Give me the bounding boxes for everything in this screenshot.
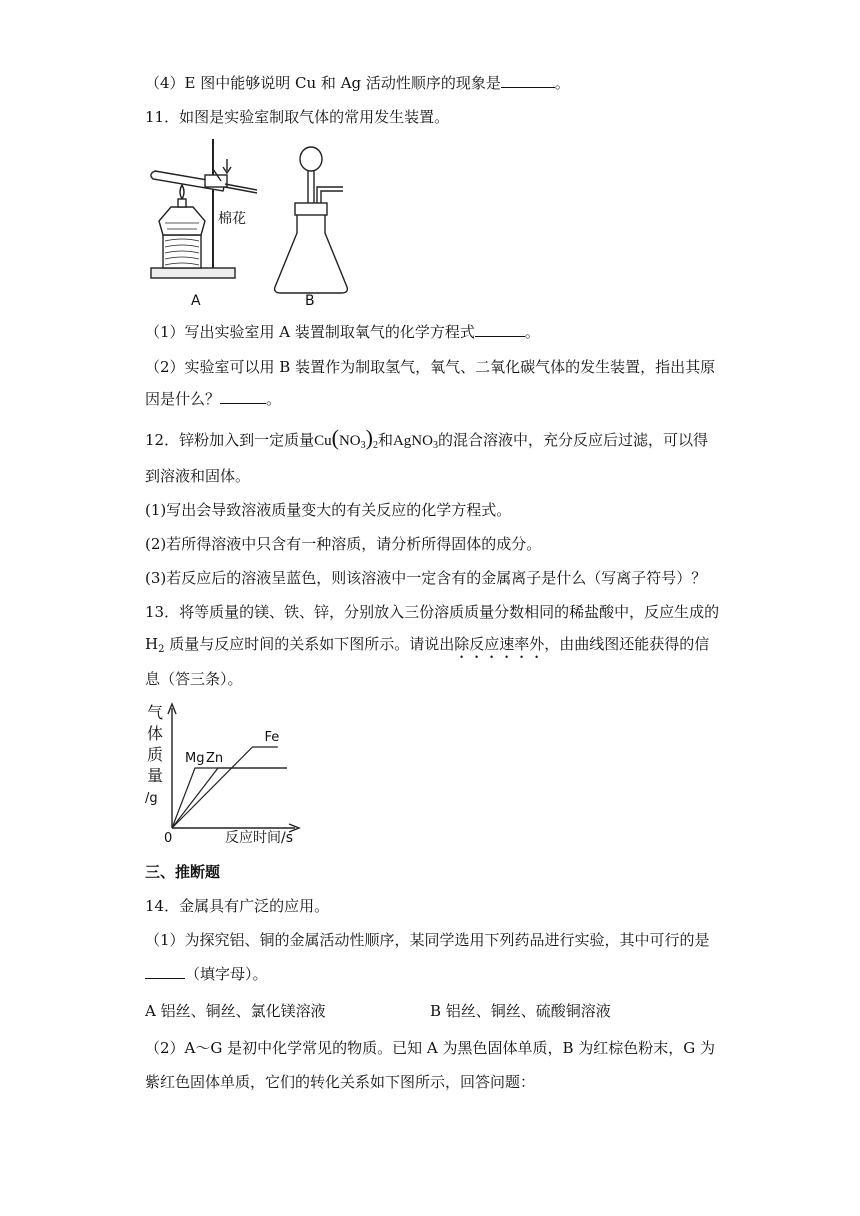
y-axis-label-char: 体	[147, 724, 164, 743]
q13-line2-text-b: ，由曲线图还能获得的信	[544, 635, 710, 653]
x-axis-label: 反应时间/s	[225, 830, 294, 845]
formula-agno: AgNO	[392, 433, 433, 449]
q11-part2-line1: （2）实验室可以用 B 装置作为制取氢气，氧气、二氧化碳气体的发生装置，指出其原	[145, 358, 716, 376]
q14-part1-hint: （填字母）。	[185, 965, 268, 983]
q12-stem-line2: 到溶液和固体。	[145, 467, 251, 485]
apparatus-a	[151, 139, 257, 278]
formula-cu: Cu	[314, 433, 332, 449]
q14-part2-line1: （2）A～G 是初中化学常见的物质。已知 A 为黑色固体单质，B 为红棕色粉末，G 为	[145, 1039, 716, 1057]
q12-stem-text-b: 的混合溶液中，充分反应后过滤，可以得	[437, 431, 708, 449]
q10-part4-suffix: 。	[554, 74, 570, 92]
q14-stem: 14．金属具有广泛的应用。	[145, 897, 330, 915]
answer-blank[interactable]	[475, 322, 525, 337]
q10-part4-text: （4）E 图中能够说明 Cu 和 Ag 活动性顺序的现象是	[145, 74, 501, 92]
q14-part2-line2: 紫红色固体单质，它们的转化关系如下图所示，回答问题：	[145, 1073, 536, 1091]
series-label-mg: Mg	[185, 751, 205, 766]
q12-part1: (1)写出会导致溶液质量变大的有关反应的化学方程式。	[145, 501, 512, 519]
formula-h-sub: 2	[158, 644, 165, 655]
q13-line2	[145, 634, 709, 662]
q11-part2-line2	[145, 389, 281, 409]
formula-sub-2: 2	[372, 440, 378, 451]
q13-line2-text: 质量与反应时间的关系如下图所示。请说出	[164, 635, 455, 653]
formula-cu-no3-2: $Cu(NO_3)_2$	[314, 425, 378, 451]
q13-line1: 13．将等质量的镁、铁、锌，分别放入三份溶质质量分数相同的稀盐酸中，反应生成的	[145, 603, 720, 621]
q11-part1-text: （1）写出实验室用 A 装置制取氧气的化学方程式	[145, 323, 475, 341]
apparatus-b	[275, 147, 348, 293]
figure-b-label: B	[305, 293, 315, 307]
option-b: B 铝丝、铜丝、硫酸铜溶液	[430, 1002, 611, 1020]
q12-part2: (2)若所得溶液中只含有一种溶质，请分析所得固体的成分。	[145, 535, 542, 553]
series-label-fe: Fe	[264, 730, 280, 745]
formula-sub-3: 3	[360, 440, 366, 451]
q12-stem-text: 12．锌粉加入到一定质量	[145, 431, 315, 449]
section-title: 三、推断题	[145, 863, 221, 881]
answer-blank[interactable]	[220, 389, 266, 404]
formula-h: H	[145, 635, 159, 653]
series-line-mg	[172, 768, 287, 828]
answer-blank[interactable]	[501, 73, 555, 88]
y-axis-label	[145, 703, 163, 806]
q11-part1	[145, 322, 540, 342]
formula-sub-3: 3	[432, 440, 438, 451]
q11-stem: 11．如图是实验室制取气体的常用发生装置。	[145, 108, 450, 126]
series-line-zn	[172, 768, 287, 828]
emphasis-text: 除反应速率外	[454, 635, 545, 653]
q11-part2-suffix: 。	[266, 390, 282, 408]
q11-part1-suffix: 。	[524, 323, 540, 341]
y-axis-label-char: /g	[145, 791, 158, 806]
q11-part2-text: 因是什么？	[145, 390, 221, 408]
q12-part3: (3)若反应后的溶液呈蓝色，则该溶液中一定含有的金属离子是什么（写离子符号）？	[145, 569, 707, 587]
q14-part1-line2	[145, 964, 268, 984]
q10-part4	[145, 73, 570, 93]
origin-label: 0	[164, 831, 173, 845]
q13-line3: 息（答三条）。	[145, 670, 243, 688]
y-axis-label-char: 质	[147, 745, 164, 764]
cotton-label: 棉花	[218, 211, 246, 227]
q14-part1-line1: （1）为探究铝、铜的金属活动性顺序，某同学选用下列药品进行实验，其中可行的是	[145, 931, 710, 949]
y-axis-label-char: 气	[147, 703, 164, 722]
formula-agno3	[393, 433, 438, 449]
formula-no3: NO	[338, 433, 361, 449]
answer-blank[interactable]	[145, 964, 185, 979]
series-label-zn: Zn	[206, 751, 224, 766]
q12-stem-line1	[145, 425, 708, 456]
figure-a-label: A	[191, 293, 201, 307]
y-axis-label-char: 量	[147, 766, 164, 785]
q12-and: 和	[377, 431, 393, 449]
option-a: A 铝丝、铜丝、氯化镁溶液	[145, 1002, 326, 1020]
apparatus-figure	[145, 137, 355, 307]
h2-mass-time-chart	[143, 700, 313, 845]
